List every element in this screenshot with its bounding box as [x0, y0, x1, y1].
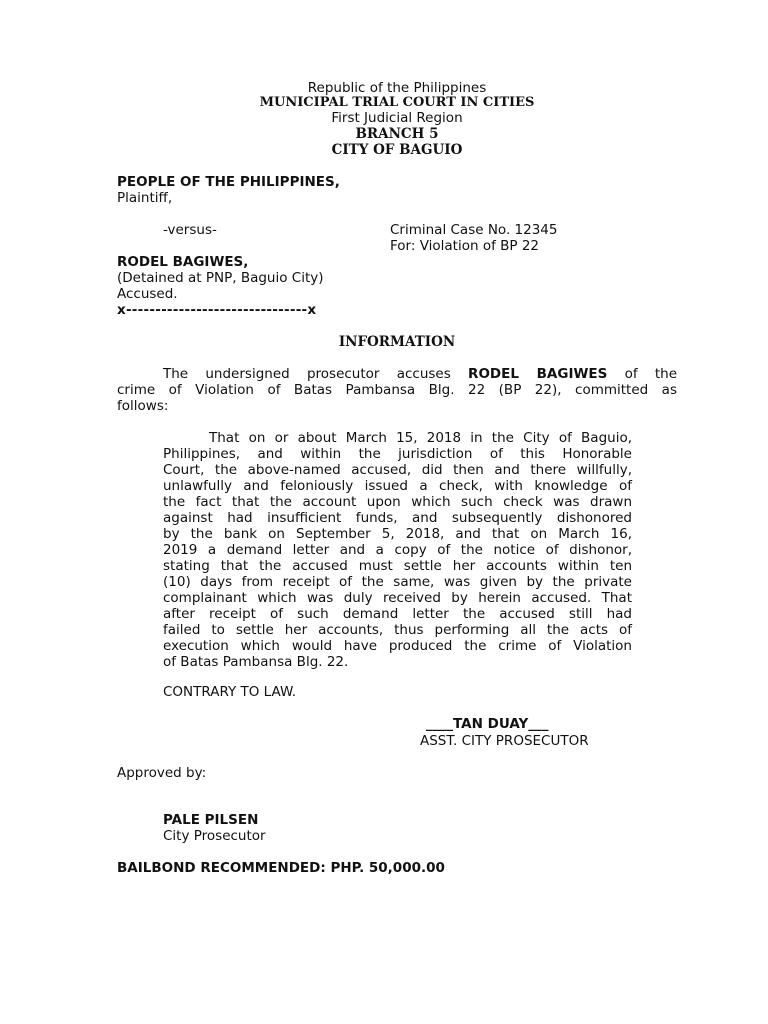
header-region: First Judicial Region	[331, 110, 463, 126]
plaintiff-role: Plaintiff,	[117, 190, 173, 206]
bailbond-recommendation: BAILBOND RECOMMENDED: PHP. 50,000.00	[117, 860, 445, 876]
signatory-name: ____TAN DUAY___	[426, 716, 549, 732]
header-court: MUNICIPAL TRIAL COURT IN CITIES	[259, 95, 535, 110]
accused-role: Accused.	[117, 286, 178, 302]
body-line: stating that the accused must settle her accounts within ten	[163, 558, 632, 574]
accused-name: RODEL BAGIWES,	[117, 254, 249, 270]
case-number: Criminal Case No. 12345	[390, 222, 558, 238]
contrary-to-law: CONTRARY TO LAW.	[163, 684, 297, 700]
body-line: by the bank on September 5, 2018, and that on March 16,	[163, 526, 632, 542]
plaintiff-name: PEOPLE OF THE PHILIPPINES,	[117, 174, 340, 190]
approved-by-label: Approved by:	[117, 765, 207, 781]
body-line: That on or about March 15, 2018 in the City of Baguio,	[209, 430, 632, 446]
approver-name: PALE PILSEN	[163, 812, 259, 828]
body-line: complainant which was duly received by herein accused. That	[163, 590, 632, 606]
body-line: Court, the above-named accused, did then and there willfully,	[163, 462, 632, 478]
intro-text: The undersigned prosecutor accuses	[163, 366, 469, 382]
body-line: execution which would have produced the crime of Violation	[163, 638, 632, 654]
intro-text-after: of the	[607, 366, 678, 382]
intro-line-2: crime of Violation of Batas Pambansa Blg. 22 (BP 22), committed as	[117, 382, 677, 398]
header-city: CITY OF BAGUIO	[331, 142, 463, 158]
body-line: the fact that the account upon which such check was drawn	[163, 494, 632, 510]
header-republic: Republic of the Philippines	[307, 80, 487, 96]
body-line: unlawfully and feloniously issued a check, with knowledge of	[163, 478, 632, 494]
intro-line-1	[117, 366, 677, 382]
body-line: of Batas Pambansa Blg. 22.	[163, 654, 349, 670]
approver-title: City Prosecutor	[163, 828, 266, 844]
intro-line-3: follows:	[117, 398, 169, 414]
caption-separator: x-------------------------------x	[117, 302, 317, 318]
information-body	[163, 430, 632, 670]
versus-label: -versus-	[163, 222, 217, 238]
accused-name-inline: RODEL BAGIWES	[468, 366, 608, 382]
body-line: against had insufficient funds, and subsequently dishonored	[163, 510, 632, 526]
body-line: 2019 a demand letter and a copy of the notice of dishonor,	[163, 542, 632, 558]
document-title: INFORMATION	[338, 334, 456, 350]
body-line: (10) days from receipt of the same, was given by the private	[163, 574, 632, 590]
body-line: after receipt of such demand letter the accused still had	[163, 606, 632, 622]
body-line: Philippines, and within the jurisdiction of this Honorable	[163, 446, 632, 462]
intro-paragraph	[117, 366, 677, 414]
offense-label: For: Violation of BP 22	[390, 238, 539, 254]
header-branch: BRANCH 5	[355, 126, 439, 142]
signatory-title: ASST. CITY PROSECUTOR	[420, 733, 589, 749]
body-line: failed to settle her accounts, thus performing all the acts of	[163, 622, 632, 638]
accused-detention: (Detained at PNP, Baguio City)	[117, 270, 324, 286]
